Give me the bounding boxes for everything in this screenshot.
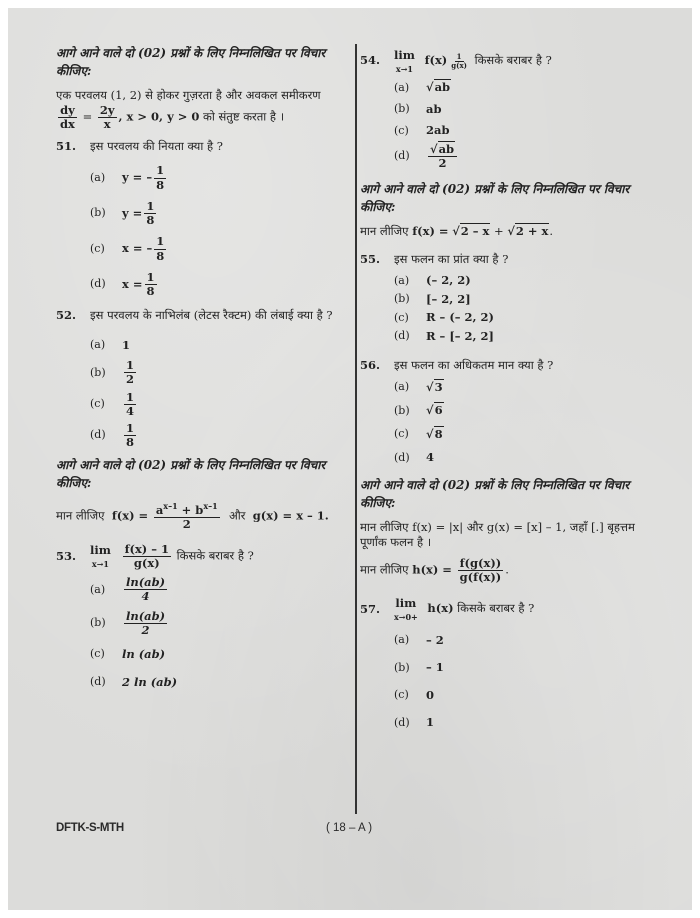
context-floor-function: मान लीजिए f(x) = |x| और g(x) = [x] – 1, जहाँ [.] बृहत्तम पूर्णांक फलन है । [360,519,635,550]
column-divider [355,44,357,814]
q52-option-c[interactable]: (c) $\frac{1}{4}$ [90,389,135,418]
q56-option-a[interactable]: (a) √3 [394,379,443,394]
q53-option-b[interactable]: (b) $\frac{\ln(ab)}{2}$ [90,608,166,637]
q51-option-d[interactable]: (d) x = $\frac{1}{8}$ [90,269,155,298]
q56-option-b[interactable]: (b) √6 [394,403,443,418]
q53-option-c[interactable]: (c) ln (ab) [90,647,166,662]
q56-option-c[interactable]: (c) √8 [394,426,443,441]
question-56: 56. इस फलन का अधिकतम मान क्या है ? [360,358,554,373]
paper-code: DFTK-S-MTH [56,822,124,834]
q56-option-d[interactable]: (d) 4 [394,450,435,465]
directive-q55-56: आगे आने वाले दो (02) प्रश्नों के लिए निम्नलिखित पर विचार कीजिए: [360,182,630,215]
q57-option-c[interactable]: (c) 0 [394,687,435,702]
q55-option-c[interactable]: (c) R – (– 2, 2) [394,310,494,325]
q51-option-c[interactable]: (c) x = – $\frac{1}{8}$ [90,234,165,263]
question-55: 55. इस फलन का प्रांत क्या है ? [360,251,509,266]
q52-option-b[interactable]: (b) $\frac{1}{2}$ [90,358,135,387]
question-52: 52. इस परवलय के नाभिलंब (लेटस रैक्टम) की लंबाई क्या है ? [56,308,333,323]
fraction-dy-dx: $\frac{dy}{dx}$ [60,102,75,131]
q54-option-c[interactable]: (c) 2ab [394,123,450,138]
q52-option-a[interactable]: (a) 1 [90,337,131,352]
q55-option-a[interactable]: (a) (– 2, 2) [394,273,471,288]
question-54: 54. lim x→1 f(x) $^{\frac{1}{g(x)}}$ किसके बराबर है ? [360,48,552,74]
left-column [56,44,348,690]
q51-option-b[interactable]: (b) y = $\frac{1}{8}$ [90,198,155,228]
q51-option-a[interactable]: (a) y = – $\frac{1}{8}$ [90,163,165,192]
context-parabola: एक परवलय (1, 2) से होकर गुज़रता है और अवकल समीकरण $\frac{dy}{dx}$ = $\frac{2y}{x}$ , x > 0, y > 0 को संतुष्ट करता है । [56,88,321,131]
q54-option-a[interactable]: (a) √ab [394,80,451,95]
q53-option-a[interactable]: (a) $\frac{\ln(ab)}{4}$ [90,575,166,604]
q55-option-d[interactable]: (d) R – [– 2, 2] [394,328,494,343]
directive-q57: आगे आने वाले दो (02) प्रश्नों के लिए निम्नलिखित पर विचार कीजिए: [360,477,630,510]
context-sqrt-function: मान लीजिए f(x) = √2 – x + √2 + x. [360,224,554,239]
question-57: 57. lim x→0+ h(x) किसके बराबर है ? [360,596,535,622]
question-51: 51. इस परवलय की नियता क्या है ? [56,138,223,153]
question-53: 53. lim x→1 $\frac{f(x) - 1}{g(x)}$ किसके बराबर है ? [56,541,254,571]
context-f-g: मान लीजिए f(x) = $\frac{a^{x-1} + b^{x-1}}{2}$ और g(x) = x – 1. [56,500,329,531]
directive-q53-54: आगे आने वाले दो (02) प्रश्नों के लिए निम्नलिखित पर विचार कीजिए: [56,457,326,490]
right-column [360,44,660,731]
fraction-2y-x: $\frac{2y}{x}$ [99,102,115,131]
q52-option-d[interactable]: (d) $\frac{1}{8}$ [90,421,135,450]
q54-option-b[interactable]: (b) ab [394,101,442,116]
q57-option-a[interactable]: (a) – 2 [394,632,444,647]
q55-option-b[interactable]: (b) [– 2, 2] [394,291,471,306]
context-h-function: मान लीजिए h(x) = $\frac{f(g(x))}{g(f(x))}$ . [360,556,509,585]
q54-option-d[interactable]: (d) $\frac{√ab}{2}$ [394,143,660,170]
q57-option-b[interactable]: (b) – 1 [394,660,444,675]
directive-q51-52: आगे आने वाले दो (02) प्रश्नों के लिए निम्नलिखित पर विचार कीजिए: [56,46,326,78]
q53-option-d[interactable]: (d) 2 ln (ab) [90,674,178,689]
q57-option-d[interactable]: (d) 1 [394,715,435,730]
page-number: ( 18 – A ) [326,822,373,834]
